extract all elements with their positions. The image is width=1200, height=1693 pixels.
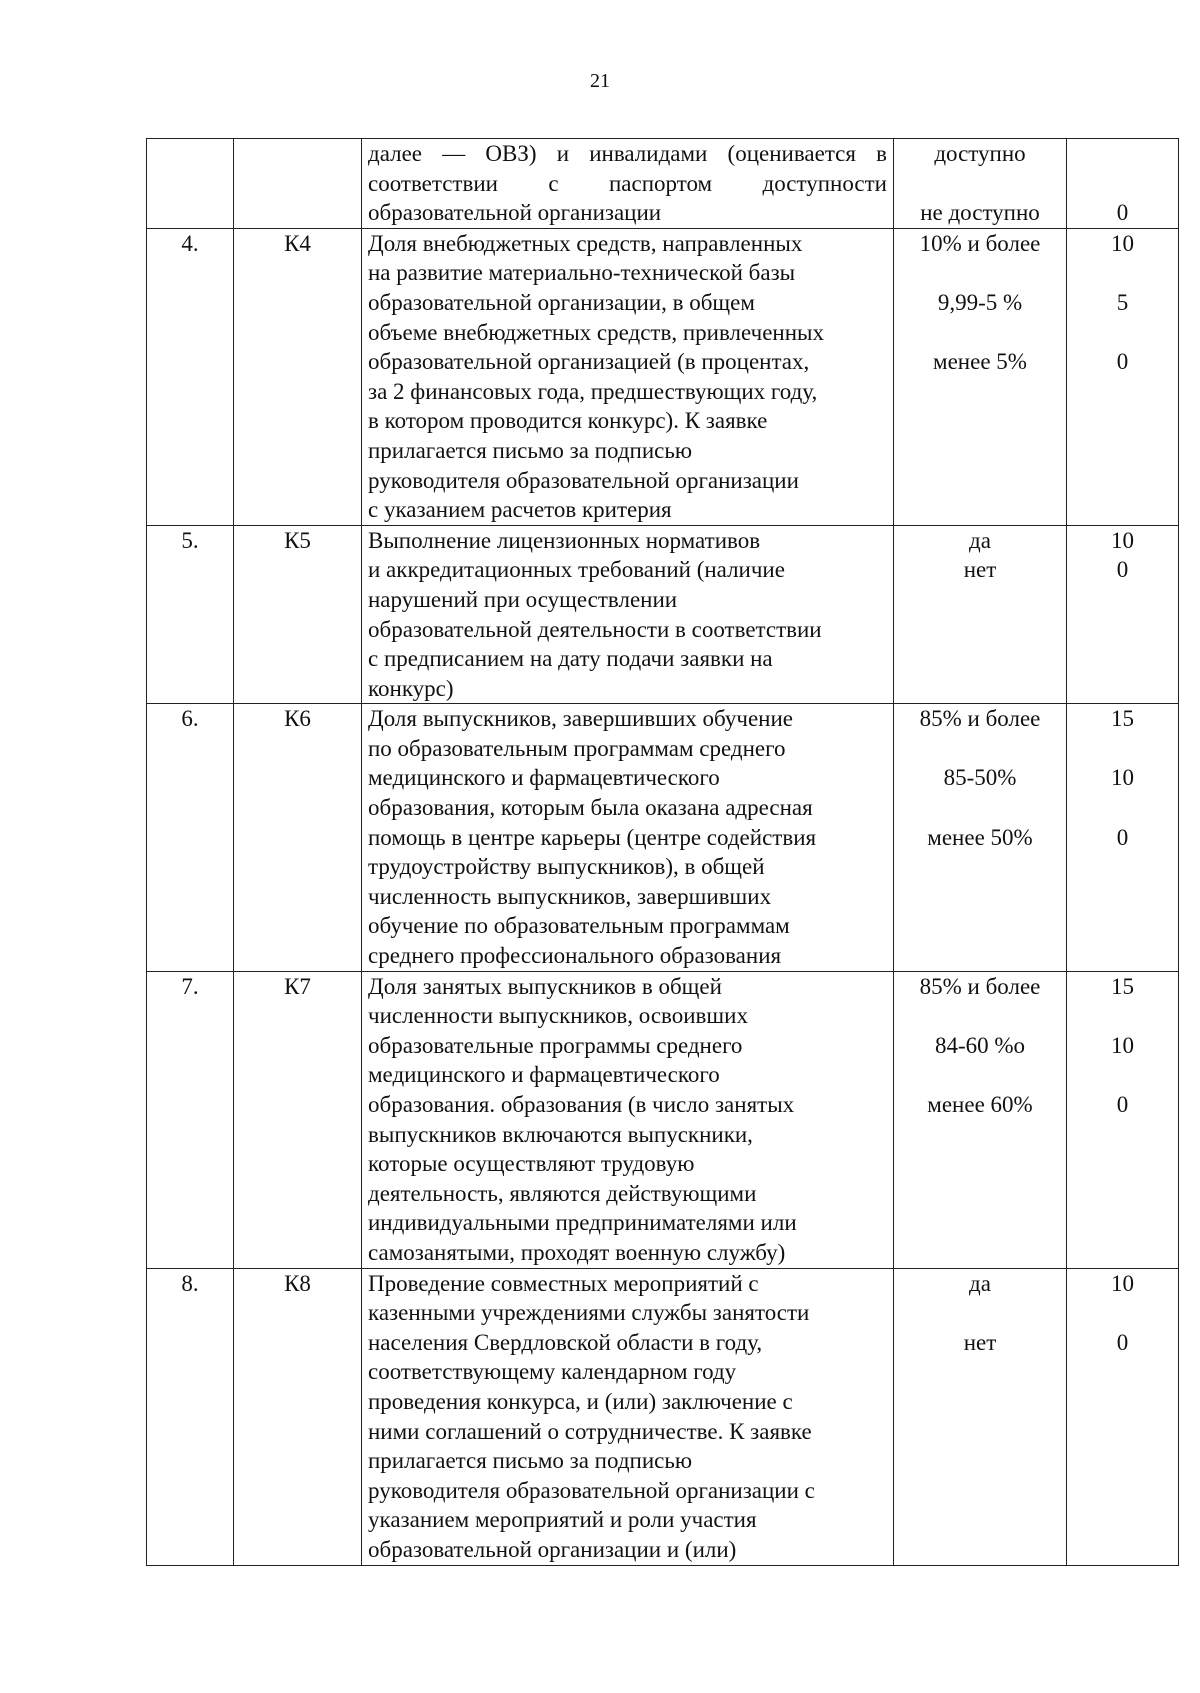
description-line: самозанятыми, проходят военную службу) bbox=[368, 1239, 786, 1265]
value-option: да bbox=[969, 1270, 991, 1296]
cell-number: 7. bbox=[147, 971, 234, 1268]
cell-number: 8. bbox=[147, 1268, 234, 1565]
description-line: и аккредитационных требований (наличие bbox=[368, 557, 785, 583]
description-line: прилагается письмо за подписью bbox=[368, 1448, 693, 1474]
value-option: менее 60% bbox=[927, 1092, 1033, 1117]
description-line: обучение по образовательным программам bbox=[368, 913, 790, 939]
score-value: 0 bbox=[1116, 200, 1129, 226]
description-line: за 2 финансовых года, предшествующих году, bbox=[368, 378, 818, 404]
value-option: 10% и более bbox=[919, 230, 1041, 256]
table-row-k6 bbox=[147, 704, 1179, 971]
table-row-k5 bbox=[147, 525, 1179, 704]
description-line: выпускников включаются выпускники, bbox=[368, 1121, 753, 1147]
description-line: деятельность, являются действующими bbox=[368, 1180, 757, 1206]
value-option: 85% и более bbox=[919, 706, 1041, 732]
cell-description bbox=[362, 228, 894, 525]
score-value: 5 bbox=[1116, 289, 1129, 315]
description-line: образования. образования (в число занятых bbox=[368, 1092, 795, 1117]
score-value: 0 bbox=[1116, 1092, 1129, 1117]
score-value: 0 bbox=[1116, 557, 1129, 583]
score-value: 10 bbox=[1111, 230, 1134, 256]
description-line: Проведение совместных мероприятий с bbox=[368, 1270, 759, 1296]
cell-description bbox=[362, 139, 894, 229]
description-line: образовательной организации, в общем bbox=[368, 289, 755, 315]
cell-scores bbox=[1067, 971, 1179, 1268]
description-line: которые осуществляют трудовую bbox=[368, 1151, 695, 1177]
value-option: нет bbox=[963, 557, 997, 583]
value-option: 9,99-5 % bbox=[937, 289, 1023, 315]
description-line: индивидуальными предпринимателями или bbox=[368, 1210, 797, 1236]
description-line: прилагается письмо за подписью bbox=[368, 437, 693, 463]
description-line: медицинского и фармацевтического bbox=[368, 765, 720, 791]
description-line: в котором проводится конкурс). К заявке bbox=[368, 408, 768, 434]
cell-values bbox=[894, 971, 1067, 1268]
cell-number: 6. bbox=[147, 704, 234, 971]
cell-code bbox=[234, 139, 362, 229]
description-line: населения Свердловской области в году, bbox=[368, 1329, 763, 1355]
description-line: с предписанием на дату подачи заявки на bbox=[368, 646, 773, 672]
cell-code: К4 bbox=[234, 228, 362, 525]
table-row-k4 bbox=[147, 228, 1179, 525]
description-line: соответствии с паспортом доступности bbox=[368, 170, 887, 196]
value-option: 84-60 %о bbox=[934, 1032, 1026, 1058]
description-line: образования, которым была оказана адресная bbox=[368, 795, 813, 821]
description-line: среднего профессионального образования bbox=[368, 943, 782, 969]
cell-code: К8 bbox=[234, 1268, 362, 1565]
cell-number bbox=[147, 139, 234, 229]
description-line: образовательной организации и (или) bbox=[368, 1536, 737, 1562]
description-line: указанием мероприятий и роли участия bbox=[368, 1507, 757, 1533]
description-line: медицинского и фармацевтического bbox=[368, 1062, 720, 1088]
description-line: образовательной деятельности в соответствии bbox=[368, 616, 822, 642]
description-line: образовательные программы среднего bbox=[368, 1032, 743, 1058]
score-value: 15 bbox=[1111, 706, 1134, 732]
value-option: 85% и более bbox=[919, 973, 1041, 999]
cell-description bbox=[362, 704, 894, 971]
cell-code: К6 bbox=[234, 704, 362, 971]
cell-code: К5 bbox=[234, 525, 362, 704]
description-line: конкурс) bbox=[368, 675, 454, 701]
page-number: 21 bbox=[590, 70, 610, 92]
cell-description bbox=[362, 525, 894, 704]
description-line: проведения конкурса, и (или) заключение с bbox=[368, 1388, 793, 1414]
description-line: образовательной организацией (в процентах, bbox=[368, 349, 810, 375]
score-value: 10 bbox=[1111, 527, 1134, 553]
cell-values bbox=[894, 139, 1067, 229]
description-line: численности выпускников, освоивших bbox=[368, 1003, 748, 1029]
score-value: 15 bbox=[1111, 973, 1134, 999]
description-line: ними соглашений о сотрудничестве. К заявке bbox=[368, 1418, 812, 1444]
description-line: руководителя образовательной организации с bbox=[368, 1477, 815, 1503]
value-option: менее 50% bbox=[927, 824, 1033, 850]
cell-values bbox=[894, 228, 1067, 525]
cell-scores bbox=[1067, 1268, 1179, 1565]
description-line: объеме внебюджетных средств, привлеченных bbox=[368, 319, 824, 345]
description-line: соответствующему календарном году bbox=[368, 1359, 737, 1385]
cell-number: 4. bbox=[147, 228, 234, 525]
description-line: на развитие материально-технической базы bbox=[368, 260, 796, 286]
description-line: Доля занятых выпускников в общей bbox=[368, 973, 722, 999]
value-option: 85-50% bbox=[943, 765, 1017, 791]
cell-values bbox=[894, 1268, 1067, 1565]
score-value: 10 bbox=[1111, 1270, 1134, 1296]
cell-scores bbox=[1067, 704, 1179, 971]
description-line: по образовательным программам среднего bbox=[368, 735, 786, 761]
cell-values bbox=[894, 525, 1067, 704]
description-line: Доля внебюджетных средств, направленных bbox=[368, 230, 803, 256]
score-value: 0 bbox=[1116, 824, 1129, 850]
cell-description bbox=[362, 971, 894, 1268]
value-option: да bbox=[969, 527, 991, 553]
value-option: не доступно bbox=[920, 200, 1040, 226]
cell-code: К7 bbox=[234, 971, 362, 1268]
cell-description bbox=[362, 1268, 894, 1565]
description-line: казенными учреждениями службы занятости bbox=[368, 1300, 810, 1326]
score-value: 10 bbox=[1111, 1032, 1134, 1058]
description-line: руководителя образовательной организации bbox=[368, 467, 799, 493]
value-option: менее 5% bbox=[933, 349, 1027, 375]
criteria-table bbox=[146, 138, 1179, 1566]
description-line: Выполнение лицензионных нормативов bbox=[368, 527, 761, 553]
description-line: далее — ОВЗ) и инвалидами (оценивается в bbox=[368, 141, 887, 166]
cell-values bbox=[894, 704, 1067, 971]
table-row-k8 bbox=[147, 1268, 1179, 1565]
description-line: нарушений при осуществлении bbox=[368, 586, 678, 612]
cell-scores bbox=[1067, 139, 1179, 229]
description-line: образовательной организации bbox=[368, 200, 662, 226]
description-line: трудоустройству выпускников), в общей bbox=[368, 854, 765, 880]
cell-scores bbox=[1067, 228, 1179, 525]
score-value: 0 bbox=[1116, 349, 1129, 375]
description-line: Доля выпускников, завершивших обучение bbox=[368, 706, 793, 732]
cell-scores bbox=[1067, 525, 1179, 704]
value-option: нет bbox=[963, 1329, 997, 1355]
description-line: численность выпускников, завершивших bbox=[368, 883, 772, 909]
table-row-continuation bbox=[147, 139, 1179, 229]
value-option: доступно bbox=[934, 141, 1026, 166]
score-value: 10 bbox=[1111, 765, 1134, 791]
table-row-k7 bbox=[147, 971, 1179, 1268]
score-value: 0 bbox=[1116, 1329, 1129, 1355]
cell-number: 5. bbox=[147, 525, 234, 704]
description-line: с указанием расчетов критерия bbox=[368, 497, 672, 523]
description-line: помощь в центре карьеры (центре содействия bbox=[368, 824, 817, 850]
